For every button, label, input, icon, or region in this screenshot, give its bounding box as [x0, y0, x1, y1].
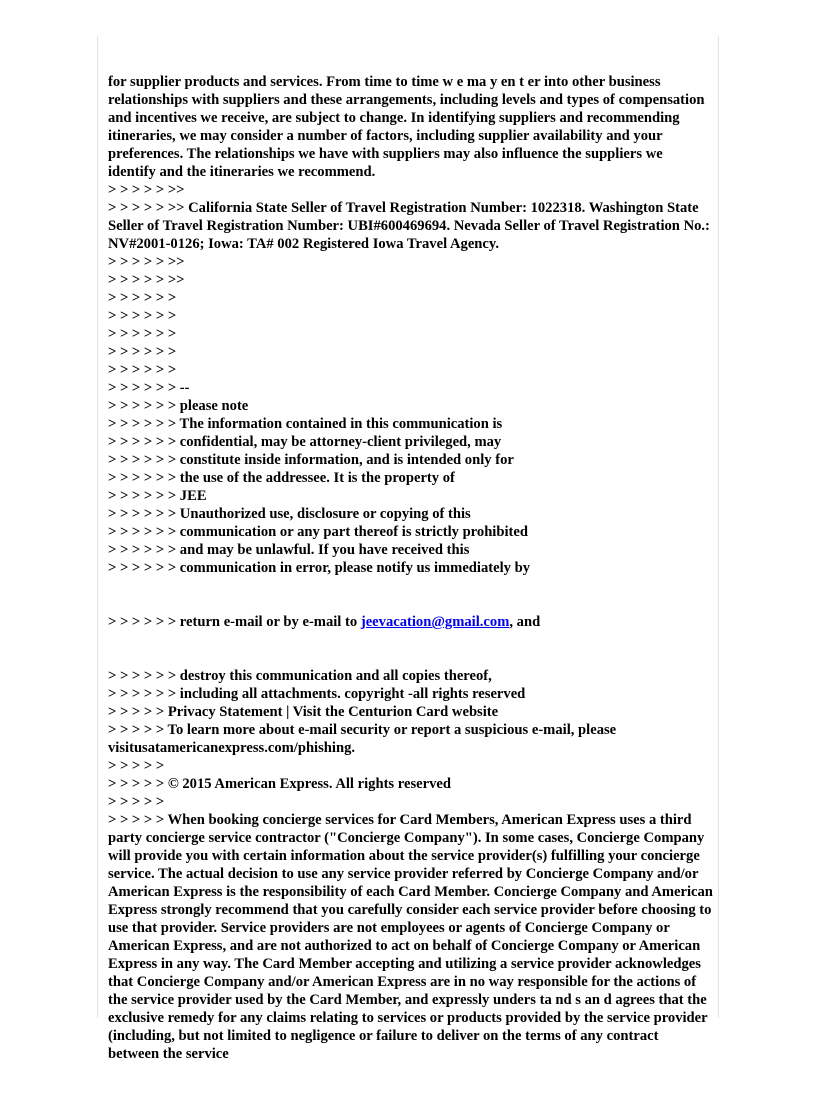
- email-line: > > > > > >> California State Seller of Travel Registration Number: 1022318. Washington State Seller of Travel Registration Number: UBI#600469694. Nevada Seller of Travel Registration No.: NV#2001-0126; Iowa: TA# 002 Registered Iowa Travel Agency.: [108, 200, 714, 252]
- email-line: > > > > > >: [108, 290, 177, 306]
- email-line: > > > > >: [108, 758, 165, 774]
- email-line: > > > > > >>: [108, 254, 185, 270]
- email-body: [108, 37, 717, 1099]
- email-page: [97, 36, 719, 1062]
- email-address-link[interactable]: jeevacation@gmail.com: [360, 614, 510, 630]
- return-email-line: [108, 613, 713, 631]
- email-line: > > > > > > confidential, may be attorney-client privileged, may: [108, 434, 502, 450]
- return-line-suffix: , and: [509, 614, 541, 630]
- email-line: > > > > > When booking concierge services for Card Members, American Express uses a third party concierge service contractor ("Concierge Company"). In some cases, Concierge Company will provide you with certain information about the service provider(s) fulfilling your concierge service. The actual decision to use any service provider referred by Concierge Company and/or American Express is the responsibility of each Card Member. Concierge Company and American Express strongly recommend that you carefully consider each service provider before choosing to use that provider. Service providers are not employees or agents of Concierge Company or American Express, and are not authorized to act on behalf of Concierge Company or American Express in any way. The Card Member accepting and utilizing a service provider acknowledges that Concierge Company and/or American Express are in no way responsible for the actions of the service provider used by the Card Member, and expressly unders ta nd s an d agrees that the exclusive remedy for any claims relating to services or products provided by the service provider (including, but not limited to negligence or failure to deliver on the terms of any contract between the service: [108, 812, 717, 1062]
- email-line: > > > > > > the use of the addressee. It is the property of: [108, 470, 455, 486]
- email-line: > > > > > > including all attachments. copyright -all rights reserved: [108, 686, 526, 702]
- email-line: > > > > > > please note: [108, 398, 249, 414]
- email-line: > > > > > > destroy this communication and all copies thereof,: [108, 668, 492, 684]
- email-line: for supplier products and services. From time to time w e ma y en t er into other business relationships with suppliers and these arrangements, including levels and types of compensation and incentives we receive, are subject to change. In identifying suppliers and recommending itineraries, we may consider a number of factors, including supplier availability and your preferences. The relationships we have with suppliers may also influence the suppliers we identify and the itineraries we recommend.: [108, 74, 709, 180]
- email-line: > > > > > >: [108, 308, 177, 324]
- email-line: > > > > > >: [108, 344, 177, 360]
- email-line: > > > > > © 2015 American Express. All rights reserved: [108, 776, 451, 792]
- email-line: > > > > > > communication or any part thereof is strictly prohibited: [108, 524, 528, 540]
- email-line: > > > > > > Unauthorized use, disclosure or copying of this: [108, 506, 471, 522]
- email-line: > > > > > >>: [108, 182, 185, 198]
- email-paragraphs-before: [108, 73, 713, 577]
- email-line: > > > > > > --: [108, 380, 190, 396]
- email-line: > > > > > > JEE: [108, 488, 207, 504]
- email-line: > > > > > >>: [108, 272, 185, 288]
- email-line: > > > > > >: [108, 362, 177, 378]
- email-line: > > > > > > The information contained in this communication is: [108, 416, 503, 432]
- email-line: > > > > > > and may be unlawful. If you have received this: [108, 542, 470, 558]
- email-line: > > > > > > communication in error, please notify us immediately by: [108, 560, 531, 576]
- email-line: > > > > > Privacy Statement | Visit the Centurion Card website: [108, 704, 499, 720]
- email-line: > > > > > > constitute inside information, and is intended only for: [108, 452, 514, 468]
- email-paragraphs-after: [108, 667, 717, 1063]
- email-line: > > > > > To learn more about e-mail security or report a suspicious e-mail, please visitusatamericanexpress.com/phishing.: [108, 722, 620, 756]
- email-line: > > > > > >: [108, 326, 177, 342]
- email-line: > > > > >: [108, 794, 165, 810]
- return-line-prefix: > > > > > > return e-mail or by e-mail to: [108, 614, 361, 630]
